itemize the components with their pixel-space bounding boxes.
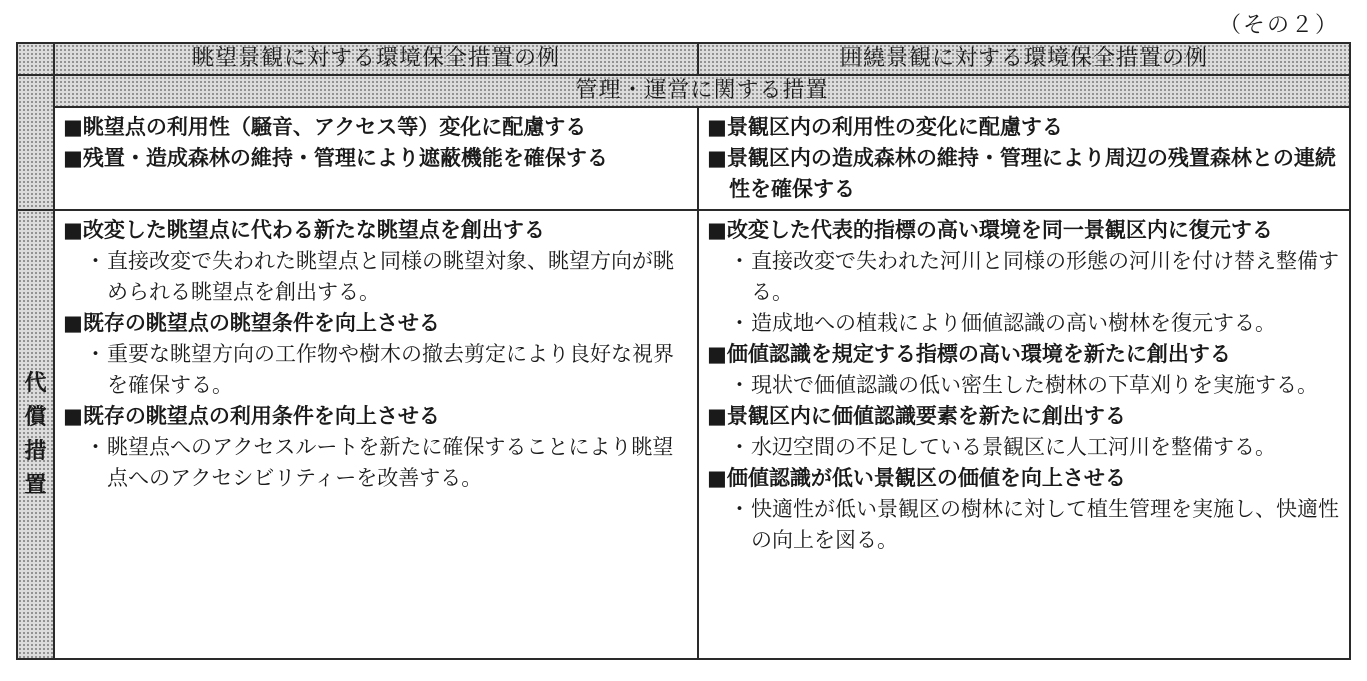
measure-item [707,143,1343,205]
header-management: 管理・運営に関する措置 [54,75,1350,107]
square-bullet-icon: ■ [63,404,83,428]
management-right-cell [698,107,1350,210]
corner-cell [17,43,54,75]
measure-text: 残置・造成森林の維持・管理により遮蔽機能を確保する [82,146,608,170]
detail-text: 直接改変で失われた眺望点と同様の眺望対象、眺望方向が眺められる眺望点を創出する。 [107,249,674,304]
measure-item [707,401,1343,432]
measure-detail [729,494,1343,556]
bullet-dot-icon: ・ [729,311,750,335]
detail-text: 重要な眺望方向の工作物や樹木の撤去剪定により良好な視界を確保する。 [107,342,674,397]
bullet-dot-icon: ・ [729,373,750,397]
measure-text: 改変した代表的指標の高い環境を同一景観区内に復元する [726,218,1273,242]
measure-item [707,215,1343,246]
detail-text: 造成地への植栽により価値認識の高い樹林を復元する。 [751,311,1276,335]
measure-detail [85,432,691,494]
measure-detail [85,246,691,308]
measure-item [63,215,691,246]
measure-text: 景観区内の利用性の変化に配慮する [726,115,1063,139]
measure-detail [729,246,1343,308]
detail-text: 眺望点へのアクセスルートを新たに確保することにより眺望点へのアクセシビリティーを改善する。 [107,435,674,490]
measures-table [16,42,1351,660]
measure-text: 景観区内の造成森林の維持・管理により周辺の残置森林との連続性を確保する [726,146,1336,201]
square-bullet-icon: ■ [707,115,727,139]
detail-text: 快適性が低い景観区の樹林に対して植生管理を実施し、快適性の向上を図る。 [751,497,1339,552]
measure-item [707,112,1343,143]
compensation-side-label: 代 償 措 置 [17,210,54,659]
bullet-dot-icon: ・ [729,249,750,273]
measure-detail [85,339,691,401]
measure-text: 価値認識が低い景観区の価値を向上させる [726,466,1126,490]
square-bullet-icon: ■ [707,218,727,242]
measure-item [63,112,691,143]
detail-text: 水辺空間の不足している景観区に人工河川を整備する。 [751,435,1276,459]
management-side-cell [17,75,54,210]
measure-text: 既存の眺望点の眺望条件を向上させる [82,311,440,335]
measure-item [63,401,691,432]
bullet-dot-icon: ・ [85,342,106,366]
measure-detail [729,370,1343,401]
square-bullet-icon: ■ [707,466,727,490]
square-bullet-icon: ■ [63,311,83,335]
detail-text: 現状で価値認識の低い密生した樹林の下草刈りを実施する。 [751,373,1318,397]
measure-text: 景観区内に価値認識要素を新たに創出する [726,404,1126,428]
measure-text: 既存の眺望点の利用条件を向上させる [82,404,440,428]
measure-item [707,339,1343,370]
measure-item [63,308,691,339]
page-label: （その２） [1218,13,1339,38]
measure-text: 改変した眺望点に代わる新たな眺望点を創出する [82,218,545,242]
bullet-dot-icon: ・ [85,435,106,459]
measure-item [707,463,1343,494]
square-bullet-icon: ■ [707,342,727,366]
bullet-dot-icon: ・ [85,249,106,273]
management-left-cell [54,107,698,210]
square-bullet-icon: ■ [63,115,83,139]
compensation-left-cell [54,210,698,659]
square-bullet-icon: ■ [707,146,727,170]
compensation-right-cell [698,210,1350,659]
measure-item [63,143,691,174]
square-bullet-icon: ■ [707,404,727,428]
measure-detail [729,432,1343,463]
detail-text: 直接改変で失われた河川と同様の形態の河川を付け替え整備する。 [751,249,1339,304]
bullet-dot-icon: ・ [729,435,750,459]
measure-text: 眺望点の利用性（騒音、アクセス等）変化に配慮する [82,115,587,139]
measure-text: 価値認識を規定する指標の高い環境を新たに創出する [726,342,1231,366]
header-surrounding: 囲繞景観に対する環境保全措置の例 [698,43,1350,75]
square-bullet-icon: ■ [63,218,83,242]
square-bullet-icon: ■ [63,146,83,170]
bullet-dot-icon: ・ [729,497,750,521]
measure-detail [729,308,1343,339]
header-vista: 眺望景観に対する環境保全措置の例 [54,43,698,75]
